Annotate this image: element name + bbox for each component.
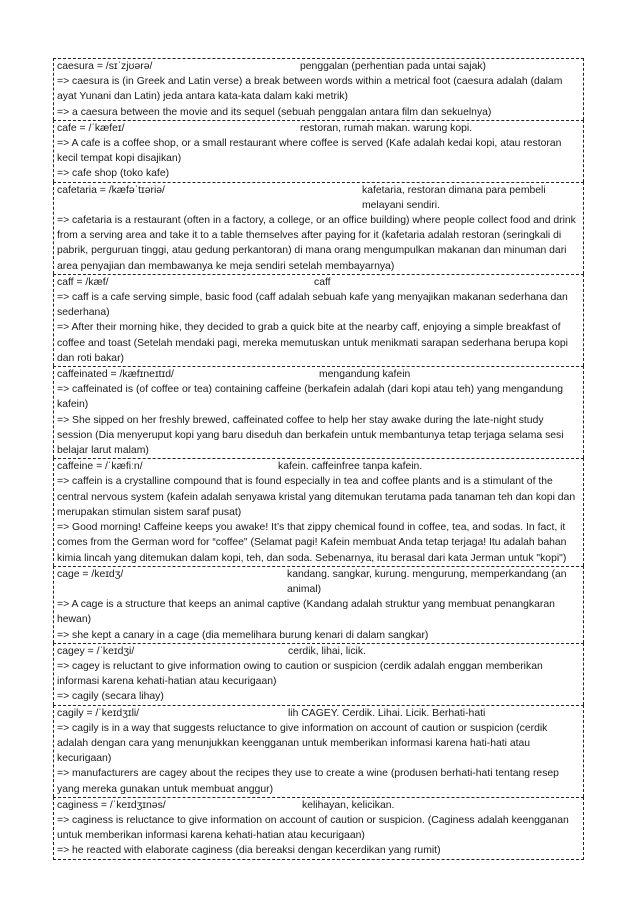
entry-definition: => cagily is in a way that suggests reluctance to give information on account of caution or suspicion (cerdik adalah dengan cara yang menunjukkan keengganan untuk memberikan informasi karena hati-hati atau kecurigaan) (57, 722, 548, 765)
entry-definition: => caesura is (in Greek and Latin verse) a break between words within a metrical foot (caesura adalah (dalam ayat Yunani dan Latin) jeda antara kata-kata dalam kaki metrik) (57, 76, 563, 103)
entry-definition: => caff is a cafe serving simple, basic food (caff adalah sebuah kafe yang menyajikan makanan sederhana dan sederhana) (57, 292, 568, 319)
entry-example: => he reacted with elaborate caginess (dia bereaksi dengan kecerdikan yang rumit) (57, 845, 441, 857)
entry-example: => Good morning! Caffeine keeps you awake! It’s that zippy chemical found in coffee, tea, and sodas. In fact, it comes from the German word for “coffee" (Selamat pagi! Kafein membuat Anda tetap terjaga! Itu adalah bahan kimia lincah yang ditemukan dalam kopi, teh, dan soda. Sebenarnya, itu berasal dari kata Jerman untuk "kopi") (57, 522, 567, 564)
entry-meaning: caff (314, 276, 331, 288)
entry-example: => cagily (secara lihay) (57, 691, 164, 703)
entry-term: cafe = /ˈkæfeɪ/ (57, 122, 125, 134)
entry-term: caffeine = /ˈkæfiːn/ (57, 461, 143, 473)
entry-definition: => A cafe is a coffee shop, or a small restaurant where coffee is served (Kafe adalah kedai kopi, atau restoran kecil tempat kopi disajikan) (57, 138, 562, 165)
entry-meaning: kandang. sangkar, kurung. mengurung, memperkandang (an animal) (287, 568, 567, 595)
entry-definition: => cafetaria is a restaurant (often in a factory, a college, or an office building) where people collect food and drink from a serving area and take it to a table themselves after paying for it (kafetaria adalah restoran (seringkali di pabrik, perguruan tinggi, atau gedung perkantoran) di mana orang mengumpulkan makanan dan minuman dari area penyajian dan membawanya ke meja sendiri setelah membayarnya) (57, 215, 576, 272)
entry-definition: => caginess is reluctance to give information on account of caution or suspicion. (Caginess adalah keengganan untuk memberikan informasi karena kehati-hatian atau kecurigaan) (57, 814, 569, 842)
entry-caffeinated (53, 366, 584, 458)
entry-meaning: mengandung kafein (319, 369, 411, 381)
entry-caffeine (53, 458, 584, 565)
entry-definition: => cagey is reluctant to give information owing to caution or suspicion (cerdik adalah enggan memberikan informasi karena kehati-hatian atau kecurigaan) (57, 660, 543, 688)
entry-meaning: restoran, rumah makan. warung kopi. (300, 122, 473, 134)
entry-caff (53, 274, 584, 366)
entry-term: caginess = /ˈkeɪdʒɪnəs/ (57, 799, 166, 811)
entry-meaning: cerdik, lihai, licik. (288, 645, 366, 657)
entry-cagey (53, 643, 584, 705)
entry-cafetaria (53, 182, 584, 274)
entry-example: => After their morning hike, they decided to grab a quick bite at the nearby caff, enjoying a simple breakfast of coffee and toast (Setelah mendaki pagi, mereka memutuskan untuk menikmati sarapan sederhana berupa kopi dan roti bakar) (57, 322, 568, 364)
entry-caesura (53, 58, 584, 120)
entry-term: caffeinated = /kæfɪneɪtɪd/ (57, 369, 174, 381)
entry-cafe (53, 120, 584, 182)
entry-caginess (53, 797, 584, 860)
entry-term: caff = /kæf/ (57, 276, 109, 288)
entry-example: => a caesura between the movie and its sequel (sebuah penggalan antara film dan sekuelnya) (57, 106, 492, 118)
entry-definition: => caffein is a crystalline compound that is found especially in tea and coffee plants and is a stimulant of the central nervous system (kafein adalah senyawa kristal yang ditemukan terutama pada tanaman teh dan kopi dan merupakan stimulan sistem saraf pusat) (57, 476, 576, 518)
entry-term: cagily = /ˈkeɪdʒɪli/ (57, 707, 140, 719)
entry-example: => she kept a canary in a cage (dia memelihara burung kenari di dalam sangkar) (57, 629, 429, 641)
entry-cagily (53, 705, 584, 797)
entry-example: => cafe shop (toko kafe) (57, 168, 170, 180)
entry-meaning: penggalan (perhentian pada untai sajak) (300, 61, 487, 72)
entry-meaning: kelihayan, kelicikan. (302, 799, 395, 811)
entry-term: cagey = /ˈkeɪdʒi/ (57, 645, 135, 657)
glossary-page (53, 58, 584, 860)
entry-definition: => caffeinated is (of coffee or tea) containing caffeine (berkafein adalah (dari kopi atau teh) yang mengandung kafein) (57, 384, 564, 411)
entry-meaning: kafein. caffeinfree tanpa kafein. (278, 461, 423, 473)
entry-meaning: kafetaria, restoran dimana para pembeli melayani sendiri. (362, 184, 546, 211)
entry-example: => manufacturers are cagey about the recipes they use to create a wine (produsen berhati-hati tentang resep yang mereka gunakan untuk membuat anggur) (57, 768, 559, 795)
entry-term: cafetaria = /kæfəˈtɪəriə/ (57, 184, 165, 196)
entry-term: cage = /keɪdʒ/ (57, 568, 124, 580)
entry-example: => She sipped on her freshly brewed, caffeinated coffee to help her stay awake during the late-night study session (Dia menyeruput kopi yang baru diseduh dan berkafein untuk membantunya tetap terjaga selama sesi belajar larut malam) (57, 414, 564, 457)
entry-meaning: lih CAGEY. Cerdik. Lihai. Licik. Berhati-hati (288, 707, 486, 719)
entry-definition: => A cage is a structure that keeps an animal captive (Kandang adalah struktur yang membuat penangkaran hewan) (57, 599, 555, 626)
entry-term: caesura = /sɪˈzjʊərə/ (57, 61, 153, 72)
entry-cage (53, 566, 584, 643)
